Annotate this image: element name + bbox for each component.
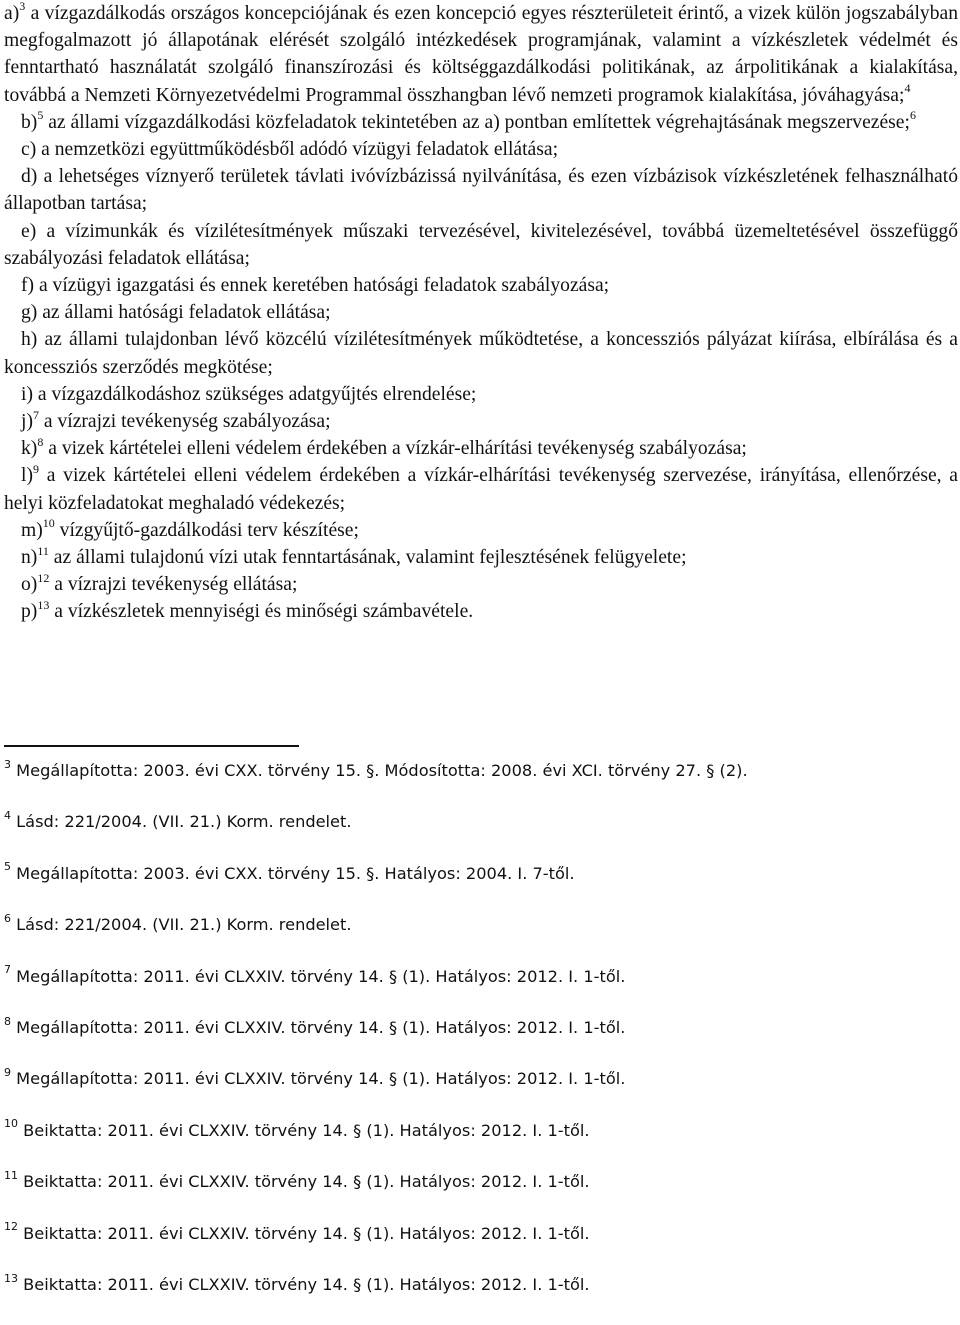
list-item-a: a)$^3$ a vízgazdálkodás országos koncepciójának és ezen koncepció egyes részterületeit érintő, a vizek külön jogszabályban megfogalmazott jó állapotának elérését szolgáló intézkedések programjának, valamint a vízkészletek védelmét és fenntartható használatát szolgáló finanszírozási és költséggazdálkodási politikának, az árpolitikának a kialakítása, továbbá a Nemzeti Környezetvédelmi Programmal összhangban lévő nemzeti programok kialakítása, jóváhagyása;$^4$ [4,0,958,106]
list-item-b: b)$^5$ az állami vízgazdálkodási közfeladatok tekintetében az a) pontban említettek végrehajtásának megszervezése;$^6$ [21,108,916,133]
list-item-m: m)$^{10}$ vízgyűjtő-gazdálkodási terv készítése; [21,516,359,541]
footnotes [4,757,954,1325]
list-item-n: n)$^{11}$ az állami tulajdonú vízi utak fenntartásának, valamint fejlesztésének felügyelete; [21,543,687,569]
footnote-ref[interactable]: 4 [904,81,911,96]
footnote-7: $^7$ Megállapította: 2011. évi CLXXIV. törvény 14. § (1). Hatályos: 2012. I. 1-től. [4,963,626,986]
list-item-f: f) a vízügyi igazgatási és ennek keretében hatósági feladatok szabályozása; [21,275,610,297]
footnote-4: $^4$ Lásd: 221/2004. (VII. 21.) Korm. rendelet. [4,809,352,832]
list-item-k: k)$^8$ a vizek kártételei elleni védelem érdekében a vízkár-elhárítási tevékenység szabályozása; [21,434,747,460]
footnote-12: $^{12}$ Beiktatta: 2011. évi CLXXIV. törvény 14. § (1). Hatályos: 2012. I. 1-től. [4,1220,590,1243]
footnote-13: $^{13}$ Beiktatta: 2011. évi CLXXIV. törvény 14. § (1). Hatályos: 2012. I. 1-től. [4,1271,590,1294]
footnote-ref[interactable]: 5 [37,108,44,123]
footnote-8: $^8$ Megállapította: 2011. évi CLXXIV. törvény 14. § (1). Hatályos: 2012. I. 1-től. [4,1014,626,1037]
footnote-ref[interactable]: 6 [909,108,916,123]
list-item-i: i) a vízgazdálkodáshoz szükséges adatgyűjtés elrendelése; [21,383,477,405]
list-item-j: j)$^7$ a vízrajzi tevékenység szabályozása; [21,407,331,433]
footnote-ref[interactable]: 13 [37,597,50,612]
footnote-ref[interactable]: 8 [37,434,44,449]
footnote-11: $^{11}$ Beiktatta: 2011. évi CLXXIV. törvény 14. § (1). Hatályos: 2012. I. 1-től. [4,1168,590,1192]
list-item-g: g) az állami hatósági feladatok ellátása; [21,302,331,324]
list-item-h: h) az állami tulajdonban lévő közcélú vízilétesítmények működtetése, a koncessziós pályázat kiírása, elbírálása és a koncessziós szerződés megkötése; [4,329,958,378]
footnote-ref[interactable]: 12 [37,570,50,585]
footnote-10: $^{10}$ Beiktatta: 2011. évi CLXXIV. törvény 14. § (1). Hatályos: 2012. I. 1-től. [4,1117,590,1140]
footnote-6: $^6$ Lásd: 221/2004. (VII. 21.) Korm. rendelet. [4,911,352,935]
list-item-c: c) a nemzetközi együttműködésből adódó vízügyi feladatok ellátása; [21,139,559,161]
footnote-ref[interactable]: 10 [42,516,55,531]
footnote-separator [4,745,299,747]
footnote-9: $^9$ Megállapította: 2011. évi CLXXIV. törvény 14. § (1). Hatályos: 2012. I. 1-től. [4,1065,626,1089]
list-item-e: e) a vízimunkák és vízilétesítmények műszaki tervezésével, kivitelezésével, továbbá üzemeltetésével összefüggő szabályozási feladatok ellátása; [4,220,958,269]
list-item-o: o)$^{12}$ a vízrajzi tevékenység ellátása; [21,570,298,596]
footnote-ref[interactable]: 3 [19,0,26,14]
footnote-5: $^5$ Megállapította: 2003. évi CXX. törvény 15. §. Hatályos: 2004. I. 7-től. [4,860,575,883]
list-item-d: d) a lehetséges víznyerő területek távlati ivóvízbázissá nyilvánítása, és ezen vízbázisok vízkészletének felhasználható állapotban tartása; [4,166,958,215]
list-item-p: p)$^{13}$ a vízkészletek mennyiségi és minőségi számbavétele. [21,597,474,623]
list-item-l: l)$^9$ a vizek kártételei elleni védelem érdekében a vízkár-elhárítási tevékenység szervezése, irányítása, ellenőrzése, a helyi közfeladatokat meghaladó védekezés; [4,461,958,514]
legal-text-body [4,0,958,626]
footnote-ref[interactable]: 9 [32,461,39,476]
footnote-ref[interactable]: 7 [32,407,39,422]
footnote-ref[interactable]: 11 [37,543,49,558]
footnote-3: $^3$ Megállapította: 2003. évi CXX. törvény 15. §. Módosította: 2008. évi XCI. törvény 27. § (2). [4,757,748,780]
